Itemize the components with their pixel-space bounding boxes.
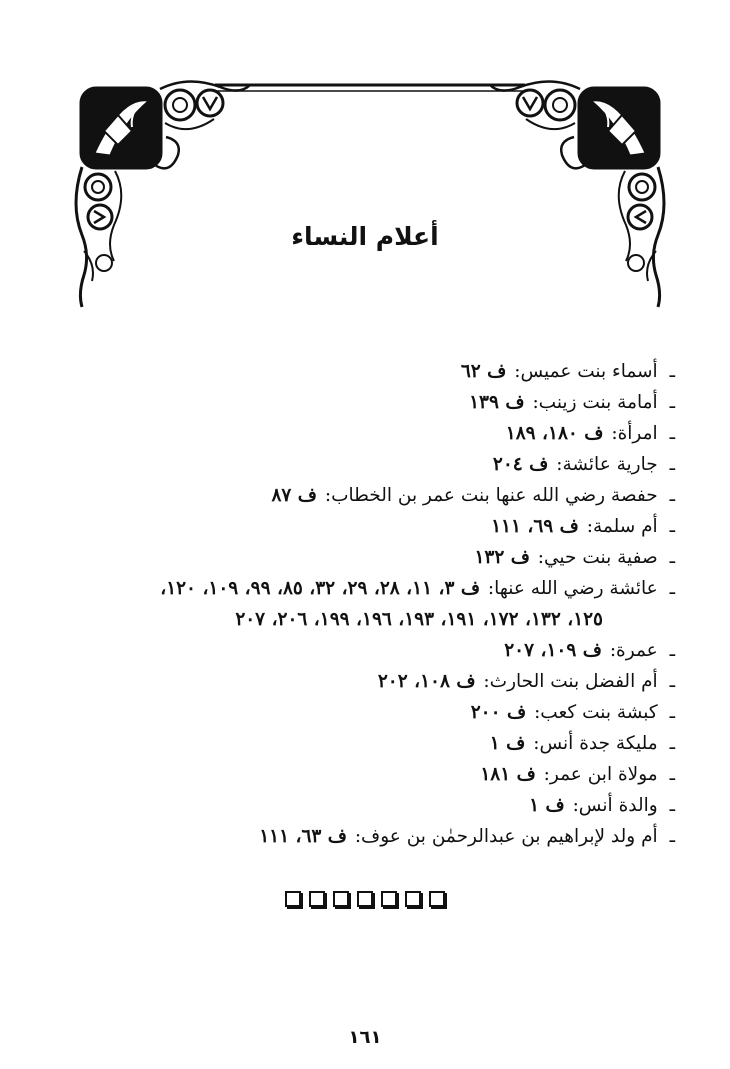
entry-name: كبشة بنت كعب: [534, 702, 658, 723]
entry-references: ف ٦٢ [460, 361, 507, 382]
entry-dash: ـ [669, 795, 675, 816]
entry-dash: ـ [669, 392, 675, 413]
entry-references: ف ٦٩، ١١١ [491, 516, 579, 537]
entry-references: ف ١ [529, 795, 565, 816]
entry-name: أم ولد لإبراهيم بن عبدالرحمٰن بن عوف: [354, 826, 658, 847]
entry-name: امرأة: [611, 423, 658, 444]
square-ornament-icon [405, 891, 421, 907]
entry-name: أم الفضل بنت الحارث: [483, 671, 658, 692]
square-ornament-icon [357, 891, 373, 907]
entry-dash: ـ [669, 547, 675, 568]
entry-dash: ـ [669, 423, 675, 444]
entry-dash: ـ [669, 826, 675, 847]
entry-name: والدة أنس: [572, 795, 658, 816]
entry-references-continued: ١٢٥، ١٣٢، ١٧٢، ١٩١، ١٩٣، ١٩٦، ١٩٩، ٢٠٦، ٢٠٧ [235, 609, 603, 630]
entry-name: صفية بنت حيي: [537, 547, 658, 568]
entry-name: أمامة بنت زينب: [532, 392, 658, 413]
entry-name: أم سلمة: [586, 516, 658, 537]
index-entry [55, 511, 675, 542]
square-ornament-icon [309, 891, 325, 907]
index-list [55, 356, 675, 852]
entry-references: ف ١ [489, 733, 526, 754]
square-ornament-icon [285, 891, 301, 907]
entry-references: ف ١٨١ [480, 764, 536, 785]
index-entry [55, 449, 675, 480]
entry-references: ف ١٣٢ [474, 547, 530, 568]
entry-references: ف ٨٧ [271, 485, 317, 506]
entry-name: مولاة ابن عمر: [543, 764, 658, 785]
entry-dash: ـ [669, 733, 675, 754]
entry-name: جارية عائشة: [556, 454, 658, 475]
index-entry [55, 728, 675, 759]
entry-references: ف ١٨٠، ١٨٩ [505, 423, 604, 444]
index-entry [55, 387, 675, 418]
page-number: ١٦١ [348, 1027, 382, 1048]
entry-name: مليكة جدة أنس: [533, 733, 658, 754]
entry-dash: ـ [669, 702, 675, 723]
index-entry [55, 356, 675, 387]
entry-dash: ـ [669, 485, 675, 506]
index-entry [55, 418, 675, 449]
entry-references: ف ٢٠٤ [492, 454, 549, 475]
entry-references: ف ١٣٩ [469, 392, 525, 413]
page-title: أعلام النساء [291, 222, 439, 251]
entry-name: عمرة: [609, 640, 658, 661]
entry-references: ف ٣، ١١، ٢٨، ٢٩، ٣٢، ٨٥، ٩٩، ١٠٩، ١٢٠، [160, 578, 480, 599]
index-entry [55, 697, 675, 728]
entry-dash: ـ [669, 454, 675, 475]
index-entry [55, 759, 675, 790]
index-entry [55, 821, 675, 852]
entry-name: عائشة رضي الله عنها: [487, 578, 658, 599]
ornament-border-icon [70, 75, 670, 315]
entry-dash: ـ [669, 671, 675, 692]
entry-name: حفصة رضي الله عنها بنت عمر بن الخطاب: [324, 485, 658, 506]
entry-dash: ـ [669, 516, 675, 537]
square-ornament-icon [429, 891, 445, 907]
entry-references: ف ٦٣، ١١١ [259, 826, 347, 847]
square-ornament-icon [333, 891, 349, 907]
entry-name: أسماء بنت عميس: [514, 361, 658, 382]
entry-dash: ـ [669, 640, 675, 661]
entry-dash: ـ [669, 764, 675, 785]
entry-dash: ـ [669, 361, 675, 382]
entry-dash: ـ [669, 578, 675, 599]
entry-references: ف ٢٠٠ [470, 702, 527, 723]
square-ornament-icon [381, 891, 397, 907]
index-entry [55, 666, 675, 697]
index-entry [55, 790, 675, 821]
entry-references: ف ١٠٩، ٢٠٧ [504, 640, 602, 661]
end-of-section-marker [0, 888, 730, 907]
entry-references: ف ١٠٨، ٢٠٢ [377, 671, 476, 692]
index-entry [55, 573, 675, 635]
decorative-frame [70, 75, 670, 315]
index-entry [55, 635, 675, 666]
index-entry [55, 480, 675, 511]
index-entry [55, 542, 675, 573]
